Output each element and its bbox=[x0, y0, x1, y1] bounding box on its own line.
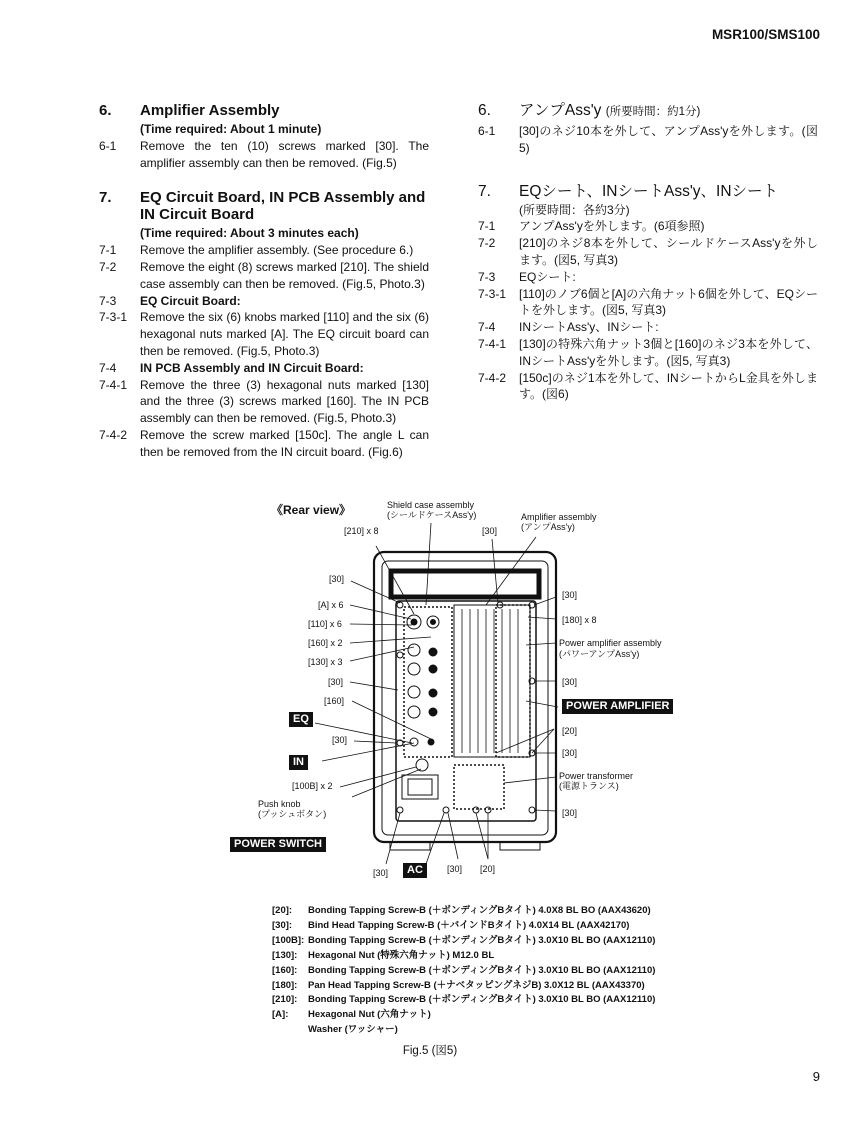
step-number: 7-3-1 bbox=[478, 286, 507, 301]
power-amplifier-assembly-label: Power amplifier assembly bbox=[559, 638, 662, 648]
power-amplifier-assembly-label-jp: (パワーアンプAss'y) bbox=[559, 649, 640, 659]
callout-30: [30] bbox=[328, 677, 344, 687]
rear-view-figure bbox=[226, 497, 686, 889]
part-description: Bind Head Tapping Screw-B (＋バインドBタイト) 4.0X14 BL (AAX42170) bbox=[308, 919, 630, 931]
part-description: Bonding Tapping Screw-B (＋ボンディングBタイト) 3.0X10 BL BO (AAX12110) bbox=[308, 934, 656, 946]
callout-30: [30] bbox=[562, 808, 578, 818]
step-row bbox=[478, 319, 818, 336]
part-entry bbox=[272, 919, 655, 934]
section-6-en bbox=[99, 102, 429, 171]
callout-30-bottom: [30] bbox=[373, 868, 389, 878]
part-entry bbox=[272, 904, 655, 919]
step-number: 7-3-1 bbox=[99, 310, 128, 325]
section-7-title bbox=[99, 189, 429, 223]
step-text: (Time required: About 3 minutes each) bbox=[140, 226, 359, 241]
step-row bbox=[478, 235, 818, 269]
step-number: 7-4-2 bbox=[478, 370, 507, 385]
part-entry bbox=[272, 1023, 655, 1038]
callout-20: [20] bbox=[562, 726, 578, 736]
step-text: Remove the eight (8) screws marked [210]. The shield case assembly can then be removed. (Fig.5, Photo.3) bbox=[140, 259, 429, 291]
shield-case-label: Shield case assembly bbox=[387, 500, 475, 510]
step-text: [30]のネジ10本を外して、アンプAss'yを外します。(図5) bbox=[519, 124, 818, 155]
step-number: 7-4 bbox=[478, 320, 496, 335]
step-number: 7-1 bbox=[99, 243, 117, 258]
part-entry bbox=[272, 993, 655, 1008]
part-description: Hexagonal Nut (特殊六角ナット) M12.0 BL bbox=[308, 949, 495, 961]
step-number: 7-4 bbox=[99, 360, 117, 375]
callout-160x2: [160] x 2 bbox=[308, 638, 343, 648]
section-6-title bbox=[99, 102, 429, 119]
callout-30-top: [30] bbox=[482, 526, 498, 536]
step-text: (Time required: About 1 minute) bbox=[140, 122, 322, 136]
step-row bbox=[99, 360, 429, 377]
step-number: 6-1 bbox=[99, 138, 117, 153]
step-number bbox=[99, 225, 140, 242]
part-ref: [20]: bbox=[272, 905, 293, 916]
section-number: 6. bbox=[99, 102, 112, 119]
section-7-jp bbox=[478, 183, 818, 404]
step-number: 7-3 bbox=[99, 293, 117, 308]
power-transformer-label-jp: (電源トランス) bbox=[559, 781, 619, 791]
page-header-model: MSR100/SMS100 bbox=[711, 27, 820, 42]
parts-list bbox=[272, 904, 655, 1038]
step-row bbox=[99, 309, 429, 359]
step-row bbox=[99, 377, 429, 427]
section-7-steps bbox=[99, 225, 429, 460]
amplifier-assembly-label: Amplifier assembly bbox=[521, 512, 597, 522]
part-entry bbox=[272, 1008, 655, 1023]
step-row bbox=[478, 269, 818, 286]
step-row bbox=[99, 242, 429, 259]
step-number bbox=[99, 121, 140, 138]
callout-A-x6: [A] x 6 bbox=[318, 600, 344, 610]
figure-caption: Fig.5 (図5) bbox=[402, 1045, 458, 1057]
time-required: (所要時間：約1分) bbox=[605, 106, 701, 118]
step-row bbox=[99, 225, 429, 242]
callout-110x6: [110] x 6 bbox=[308, 619, 342, 629]
part-ref: [210]: bbox=[272, 994, 298, 1006]
step-text: Remove the three (3) hexagonal nuts marked [130] and the three (3) screws marked [160]. The IN PCB assembly can then be removed. (Fig.5, Photo.3) bbox=[140, 377, 429, 426]
callout-20-bottom: [20] bbox=[480, 864, 496, 874]
section-number: 7. bbox=[99, 189, 112, 207]
step-row bbox=[99, 121, 429, 138]
step-number: 7-4-2 bbox=[99, 427, 128, 442]
callout-30-bottom: [30] bbox=[447, 864, 463, 874]
part-description: Washer (ワッシャー) bbox=[308, 1024, 398, 1036]
step-row bbox=[99, 259, 429, 293]
section-title-text: アンプAss'y bbox=[519, 102, 602, 119]
step-row bbox=[99, 138, 429, 172]
step-number bbox=[478, 202, 519, 219]
push-knob-label: Push knob bbox=[258, 799, 301, 809]
step-number: 7-4-1 bbox=[478, 336, 507, 351]
step-text: [110]のノブ6個と[A]の六角ナット6個を外して、EQシートを外します。(図5, 写真3) bbox=[519, 286, 818, 318]
step-number: 7-2 bbox=[99, 259, 117, 274]
in-tag: IN bbox=[289, 755, 308, 770]
page-number: 9 bbox=[812, 1069, 820, 1084]
power-switch-tag: POWER SWITCH bbox=[230, 837, 326, 852]
step-row bbox=[478, 202, 818, 219]
step-text: [210]のネジ8本を外して、シールドケースAss'yを外します。(図5, 写真3) bbox=[519, 236, 818, 267]
callout-30: [30] bbox=[562, 677, 578, 687]
power-amplifier-tag: POWER AMPLIFIER bbox=[562, 699, 673, 714]
part-description: Bonding Tapping Screw-B (＋ボンディングBタイト) 3.0X10 BL BO (AAX12110) bbox=[308, 964, 656, 976]
callout-180x8: [180] x 8 bbox=[562, 615, 597, 625]
part-entry bbox=[272, 979, 655, 994]
section-number: 7. bbox=[478, 182, 491, 200]
step-text: アンプAss'yを外します。(6項参照) bbox=[519, 219, 705, 234]
step-text: Remove the ten (10) screws marked [30]. The amplifier assembly can then be removed. (Fig.5) bbox=[140, 138, 429, 170]
push-knob-label-jp: (プッシュボタン) bbox=[258, 809, 327, 819]
shield-case-label-jp: (シールドケースAss'y) bbox=[387, 510, 477, 520]
eq-tag: EQ bbox=[289, 712, 313, 727]
callout-130x3: [130] x 3 bbox=[308, 657, 343, 667]
rear-view-label: 《Rear view》 bbox=[271, 503, 352, 517]
callout-100Bx2: [100B] x 2 bbox=[292, 781, 333, 791]
step-text: INシートAss'y、INシート: bbox=[519, 320, 659, 335]
step-row bbox=[99, 293, 429, 310]
section-7-title-jp bbox=[478, 183, 818, 200]
step-row bbox=[478, 123, 818, 157]
step-number: 6-1 bbox=[478, 124, 496, 138]
step-text: [150c]のネジ1本を外して、INシートからL金具を外します。(図6) bbox=[519, 370, 818, 402]
part-description: Hexagonal Nut (六角ナット) bbox=[308, 1009, 431, 1021]
section-6-steps bbox=[99, 121, 429, 171]
english-column bbox=[99, 102, 429, 479]
part-entry bbox=[272, 934, 655, 949]
callout-30: [30] bbox=[329, 574, 345, 584]
callout-160: [160] bbox=[324, 696, 345, 706]
part-ref: [30]: bbox=[272, 919, 293, 931]
part-ref: [180]: bbox=[272, 979, 298, 991]
callout-30: [30] bbox=[332, 735, 348, 745]
callout-30: [30] bbox=[562, 748, 578, 758]
step-row bbox=[478, 218, 818, 235]
section-6-jp bbox=[478, 102, 818, 157]
part-description: Bonding Tapping Screw-B (＋ボンディングBタイト) 4.0X8 BL BO (AAX43620) bbox=[308, 905, 651, 916]
part-description: Bonding Tapping Screw-B (＋ボンディングBタイト) 3.0X10 BL BO (AAX12110) bbox=[308, 994, 656, 1006]
step-text: Remove the screw marked [150c]. The angle L can then be removed from the IN circuit board. (Fig.6) bbox=[140, 427, 429, 459]
step-number: 7-4-1 bbox=[99, 377, 128, 392]
power-transformer-label: Power transformer bbox=[559, 771, 634, 781]
step-text: Remove the six (6) knobs marked [110] and the six (6) hexagonal nuts marked [A]. The EQ circuit board can then be removed. (Fig.5, Photo.3) bbox=[140, 310, 429, 358]
amplifier-assembly-label-jp: (アンプAss'y) bbox=[521, 522, 575, 532]
section-title-text: EQ Circuit Board, IN PCB Assembly and IN Circuit Board bbox=[140, 189, 426, 224]
callout-210x8: [210] x 8 bbox=[344, 526, 379, 536]
japanese-column bbox=[478, 102, 818, 421]
step-number: 7-1 bbox=[478, 219, 496, 234]
part-ref bbox=[272, 1023, 308, 1038]
part-entry bbox=[272, 949, 655, 964]
speaker-rear-drawing bbox=[226, 497, 686, 889]
step-number: 7-3 bbox=[478, 269, 496, 284]
section-title-text: EQシート、INシートAss'y、INシート bbox=[519, 182, 779, 200]
step-text: IN PCB Assembly and IN Circuit Board: bbox=[140, 360, 364, 375]
section-7-en bbox=[99, 189, 429, 460]
section-6-title-jp bbox=[478, 102, 818, 121]
section-number: 6. bbox=[478, 102, 491, 119]
part-ref: [130]: bbox=[272, 949, 298, 961]
section-7-steps-jp bbox=[478, 202, 818, 404]
part-ref: [100B]: bbox=[272, 934, 305, 946]
step-number: 7-2 bbox=[478, 236, 496, 251]
part-ref: [A]: bbox=[272, 1009, 289, 1021]
step-text: EQシート: bbox=[519, 269, 576, 284]
section-title-text: Amplifier Assembly bbox=[140, 102, 280, 119]
callout-30: [30] bbox=[562, 590, 578, 600]
part-entry bbox=[272, 964, 655, 979]
step-text: EQ Circuit Board: bbox=[140, 293, 241, 308]
step-text: [130]の特殊六角ナット3個と[160]のネジ3本を外して、INシートAss'yを外します。(図5, 写真3) bbox=[519, 336, 818, 368]
step-row bbox=[478, 370, 818, 404]
step-text: Remove the amplifier assembly. (See procedure 6.) bbox=[140, 243, 414, 258]
part-ref: [160]: bbox=[272, 964, 298, 976]
step-row bbox=[99, 427, 429, 461]
step-row bbox=[478, 286, 818, 320]
section-6-steps-jp bbox=[478, 123, 818, 157]
part-description: Pan Head Tapping Screw-B (＋ナベタッピングネジB) 3.0X12 BL (AAX43370) bbox=[308, 979, 645, 991]
step-text: (所要時間：各約3分) bbox=[519, 202, 630, 217]
ac-tag: AC bbox=[403, 863, 427, 878]
step-row bbox=[478, 336, 818, 370]
